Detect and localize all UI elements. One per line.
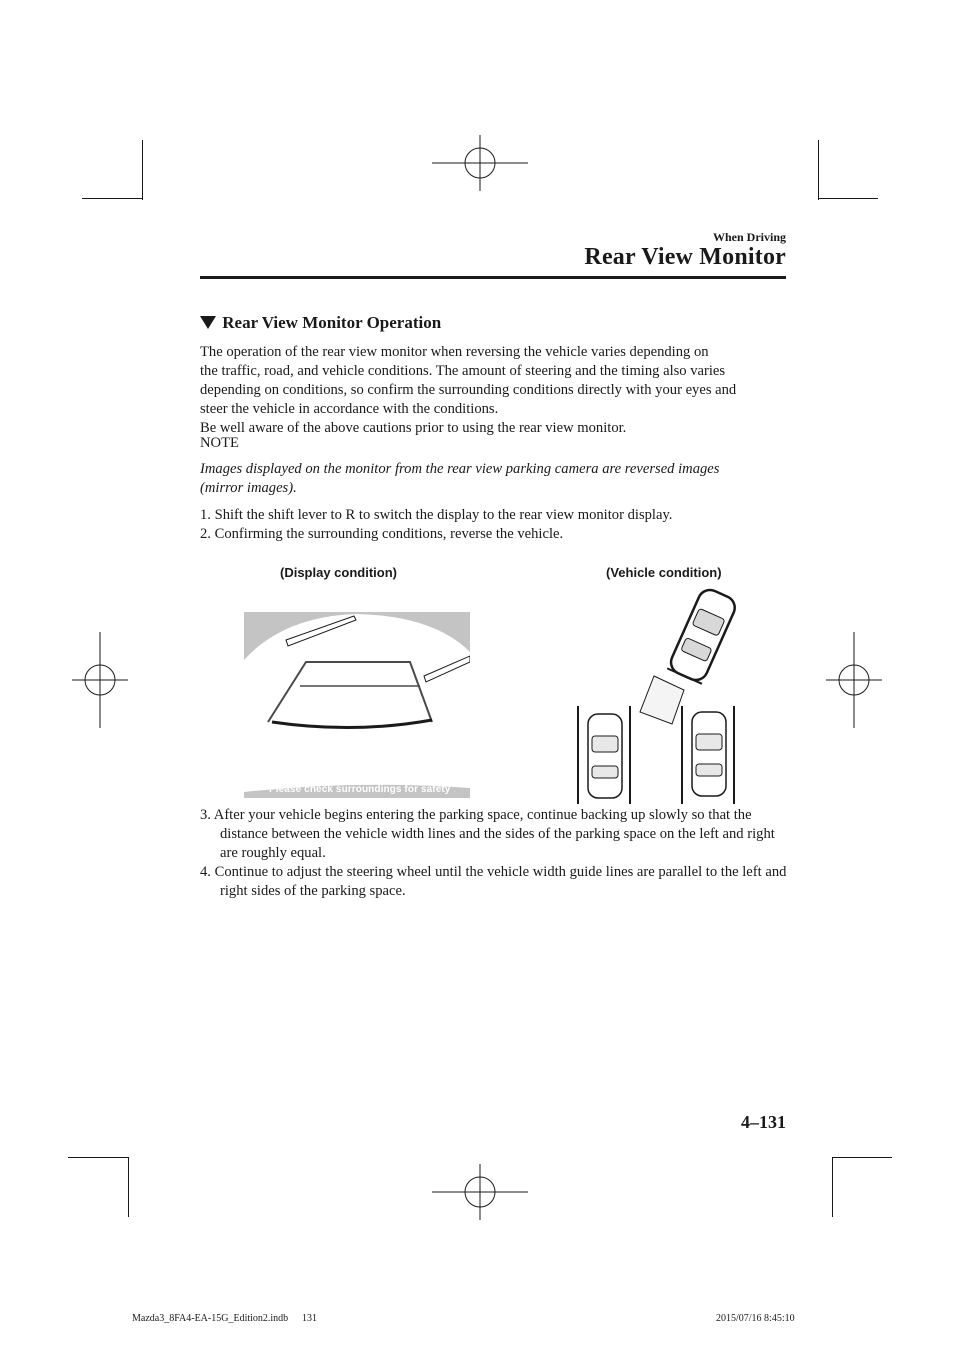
crop-mark-bottom-right-h bbox=[832, 1157, 892, 1158]
footer-timestamp: 2015/07/16 8:45:10 bbox=[716, 1313, 795, 1324]
header-divider bbox=[200, 276, 786, 279]
reversing-car bbox=[667, 586, 738, 684]
note-label: NOTE bbox=[200, 435, 239, 451]
crop-mark-top-left-h bbox=[82, 198, 142, 199]
registration-mark-left bbox=[72, 632, 128, 728]
paragraph-line: The operation of the rear view monitor when reversing the vehicle varies depending on bbox=[200, 344, 709, 360]
triangle-down-icon bbox=[200, 316, 216, 329]
display-safety-message: Please check surroundings for safety bbox=[269, 784, 451, 795]
parked-car-left bbox=[588, 714, 622, 798]
footer-page: 131 bbox=[302, 1313, 317, 1324]
registration-mark-right bbox=[826, 632, 882, 728]
vehicle-condition-caption: (Vehicle condition) bbox=[606, 565, 722, 580]
list-item: 3. After your vehicle begins entering the parking space, continue backing up slowly so that the distance between the vehicle width lines and the sides of the parking space on the left and right are roughly equal. bbox=[200, 807, 775, 861]
note-line: Images displayed on the monitor from the rear view parking camera are reversed images bbox=[200, 461, 720, 477]
paragraph-line: depending on conditions, so confirm the surrounding conditions directly with your eyes and bbox=[200, 382, 737, 398]
list-item: 4. Continue to adjust the steering wheel until the vehicle width guide lines are parallel to the left and right sides of the parking space. bbox=[200, 864, 787, 899]
crop-mark-top-left-v bbox=[142, 140, 143, 200]
header-section-label: When Driving bbox=[712, 230, 786, 244]
page-title: Rear View Monitor bbox=[584, 244, 786, 270]
footer-filename: Mazda3_8FA4-EA-15G_Edition2.indb bbox=[132, 1313, 289, 1324]
crop-mark-bottom-left-v bbox=[128, 1157, 129, 1217]
page-number: 4–131 bbox=[741, 1112, 786, 1132]
note-line: (mirror images). bbox=[200, 480, 297, 496]
monitor-display-illustration bbox=[244, 612, 470, 798]
steps-list-second bbox=[200, 806, 790, 901]
guide-lines-graphic bbox=[244, 612, 470, 798]
vehicle-condition-illustration bbox=[574, 586, 744, 804]
crop-mark-top-right-h bbox=[818, 198, 878, 199]
list-item: 1. Shift the shift lever to R to switch the display to the rear view monitor display. bbox=[200, 507, 673, 523]
crop-mark-bottom-right-v bbox=[832, 1157, 833, 1217]
paragraph-line: the traffic, road, and vehicle conditions. The amount of steering and the timing also varies bbox=[200, 363, 726, 379]
section-heading-text: Rear View Monitor Operation bbox=[222, 313, 442, 332]
parked-car-right bbox=[692, 712, 726, 796]
crop-mark-top-right-v bbox=[818, 140, 819, 200]
note-text bbox=[200, 460, 790, 498]
display-condition-caption: (Display condition) bbox=[280, 565, 397, 580]
steps-list-first bbox=[200, 506, 790, 544]
registration-mark-bottom bbox=[432, 1164, 528, 1220]
list-item: 2. Confirming the surrounding conditions, reverse the vehicle. bbox=[200, 526, 564, 542]
registration-mark-top bbox=[432, 135, 528, 191]
paragraph-line: steer the vehicle in accordance with the conditions. bbox=[200, 401, 499, 417]
crop-mark-bottom-left-h bbox=[68, 1157, 128, 1158]
paragraph-line: Be well aware of the above cautions prior to using the rear view monitor. bbox=[200, 420, 627, 436]
section-heading bbox=[200, 313, 441, 333]
intro-paragraph bbox=[200, 343, 790, 438]
